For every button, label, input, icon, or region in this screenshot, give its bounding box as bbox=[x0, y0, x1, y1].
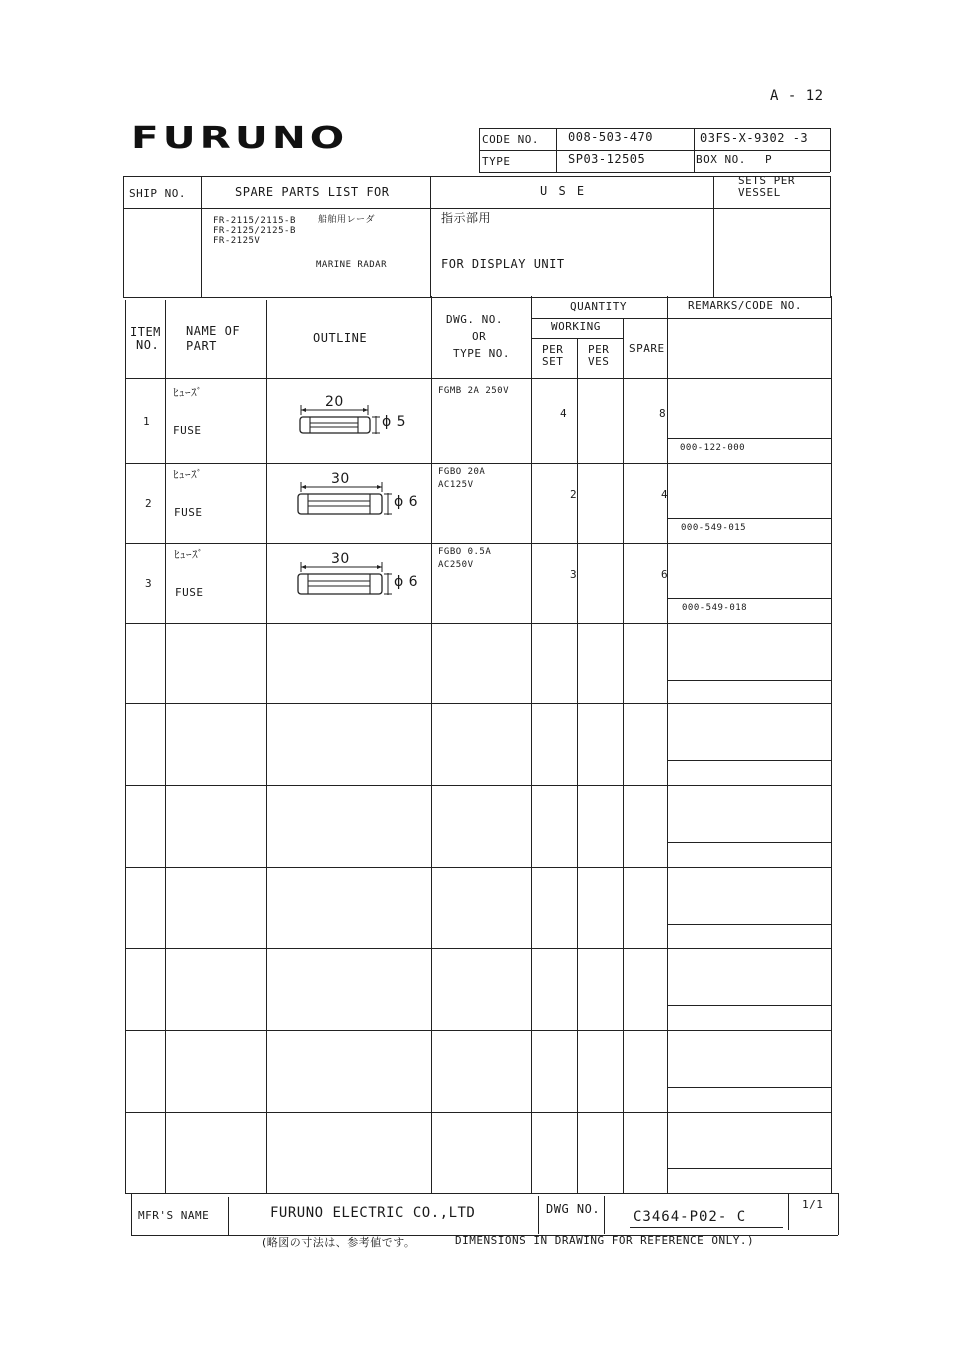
mfr-label: MFR'S NAME bbox=[138, 1209, 210, 1222]
note-en: DIMENSIONS IN DRAWING FOR REFERENCE ONLY.) bbox=[455, 1234, 755, 1247]
col-item-2: NO. bbox=[136, 338, 160, 352]
col-per-set-2: SET bbox=[542, 355, 564, 368]
type-value: SP03-12505 bbox=[568, 152, 646, 166]
item-no: 1 bbox=[143, 415, 151, 428]
item-dwg-2: AC250V bbox=[438, 560, 474, 570]
item-name-en: FUSE bbox=[175, 586, 204, 599]
item-length: 30 bbox=[331, 551, 350, 567]
dwg-no-label: DWG NO. bbox=[546, 1202, 601, 1216]
item-dwg-1: FGBO 20A bbox=[438, 467, 486, 477]
item-diameter: ϕ 6 bbox=[394, 574, 419, 590]
code-no-label: CODE NO. bbox=[482, 133, 539, 146]
col-quantity: QUANTITY bbox=[570, 300, 627, 313]
col-item-1: ITEM bbox=[130, 325, 161, 339]
use-label: U S E bbox=[540, 184, 587, 198]
col-dwg-1: DWG. NO. bbox=[446, 313, 503, 326]
note-jp: (略図の寸法は、参考値です。 bbox=[262, 1236, 416, 1249]
model-line-3: FR-2125V bbox=[213, 236, 261, 246]
item-spare: 4 bbox=[661, 488, 669, 501]
dwg-no-value: C3464-P02- C bbox=[633, 1209, 747, 1225]
item-per-set: 3 bbox=[570, 568, 578, 581]
item-name-jp: ﾋｭｰｽﾞ bbox=[173, 468, 203, 481]
item-name-jp: ﾋｭｰｽﾞ bbox=[173, 386, 203, 399]
radar-jp: 船舶用レーダ bbox=[318, 215, 376, 225]
use-jp: 指示部用 bbox=[441, 211, 492, 225]
type-label: TYPE bbox=[482, 155, 511, 168]
model-line-2: FR-2125/2125-B bbox=[213, 226, 296, 236]
sets-per-vessel-1: SETS PER bbox=[738, 174, 795, 187]
col-per-set-1: PER bbox=[542, 343, 564, 356]
item-code: 000-122-000 bbox=[680, 443, 746, 453]
col-name-2: PART bbox=[186, 339, 217, 353]
item-diameter: ϕ 5 bbox=[382, 414, 407, 430]
item-dwg-2: AC125V bbox=[438, 480, 474, 490]
item-name-en: FUSE bbox=[174, 506, 203, 519]
radar-en: MARINE RADAR bbox=[316, 260, 388, 270]
fuse-drawing bbox=[296, 557, 406, 603]
item-length: 20 bbox=[325, 394, 344, 410]
col-outline: OUTLINE bbox=[313, 331, 368, 345]
item-name-en: FUSE bbox=[173, 424, 202, 437]
item-no: 2 bbox=[145, 497, 153, 510]
code-no-value: 008-503-470 bbox=[568, 130, 653, 144]
item-per-set: 2 bbox=[570, 488, 578, 501]
col-remarks: REMARKS/CODE NO. bbox=[688, 299, 802, 312]
mfr-name: FURUNO ELECTRIC CO.,LTD bbox=[270, 1205, 476, 1221]
item-dwg-1: FGMB 2A 250V bbox=[438, 386, 510, 396]
ref-code-value: 03FS-X-9302 -3 bbox=[700, 131, 809, 145]
item-spare: 8 bbox=[659, 407, 667, 420]
sheet-number: 1/1 bbox=[802, 1198, 824, 1211]
box-no-value: P bbox=[765, 153, 773, 166]
col-working: WORKING bbox=[551, 320, 601, 333]
item-dwg-1: FGBO 0.5A bbox=[438, 547, 492, 557]
model-line-1: FR-2115/2115-B bbox=[213, 216, 296, 226]
ship-no-label: SHIP NO. bbox=[129, 187, 186, 200]
col-per-ves-2: VES bbox=[588, 355, 610, 368]
col-dwg-2: OR bbox=[472, 330, 487, 343]
item-diameter: ϕ 6 bbox=[394, 494, 419, 510]
sets-per-vessel-2: VESSEL bbox=[738, 186, 781, 199]
item-name-jp: ﾋｭｰｽﾞ bbox=[174, 548, 204, 561]
item-no: 3 bbox=[145, 577, 153, 590]
item-spare: 6 bbox=[661, 568, 669, 581]
col-per-ves-1: PER bbox=[588, 343, 610, 356]
col-name-1: NAME OF bbox=[186, 324, 241, 338]
item-code: 000-549-018 bbox=[682, 603, 748, 613]
item-code: 000-549-015 bbox=[681, 523, 747, 533]
furuno-logo: FURUNO bbox=[131, 121, 349, 156]
box-no-label: BOX NO. bbox=[696, 153, 746, 166]
col-dwg-3: TYPE NO. bbox=[453, 347, 510, 360]
page-number: A - 12 bbox=[770, 88, 824, 104]
item-per-set: 4 bbox=[560, 407, 568, 420]
fuse-drawing bbox=[296, 476, 406, 522]
use-en: FOR DISPLAY UNIT bbox=[441, 257, 565, 271]
col-spare: SPARE bbox=[629, 342, 665, 355]
item-length: 30 bbox=[331, 471, 350, 487]
spare-parts-title: SPARE PARTS LIST FOR bbox=[235, 185, 390, 199]
